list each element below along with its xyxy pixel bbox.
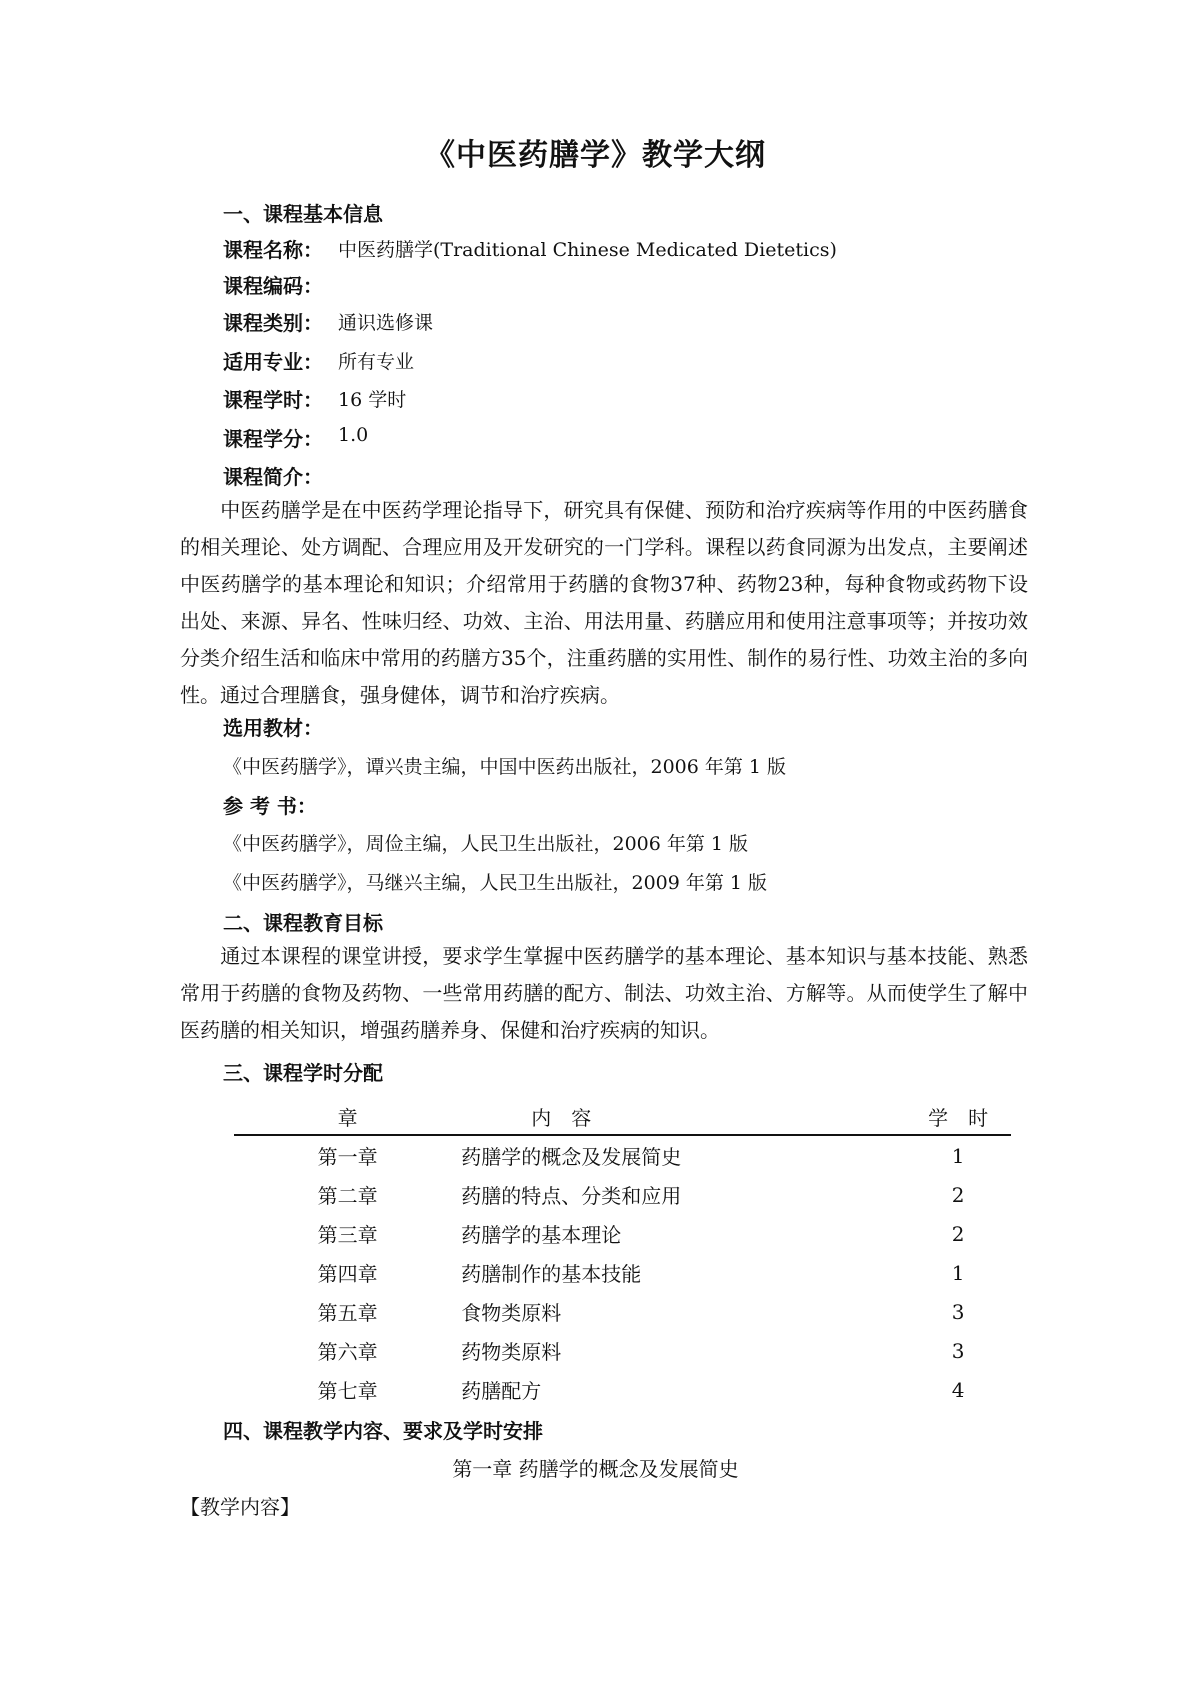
teaching-content-label: 【教学内容】: [180, 1495, 300, 1519]
course-type-label: 课程类别：: [223, 311, 323, 335]
section2-text: 通过本课程的课堂讲授，要求学生掌握中医药膳学的基本理论、基本知识与基本技能、熟悉常用于药膳的食物及药物、一些常用药膳的配方、制法、功效主治、方解等。从而使学生了解中医药膳的相关知识，增强药膳养身、保健和治疗疾病的知识。: [180, 944, 1028, 1042]
header-chapter: 章: [337, 1105, 358, 1130]
course-intro-label: 课程简介：: [223, 465, 323, 489]
row-hours: 2: [951, 1182, 965, 1207]
textbook-entry: 《中医药膳学》，谭兴贵主编，中国中医药出版社，2006 年第 1 版: [223, 756, 787, 778]
reference-label: 参 考 书：: [223, 794, 317, 818]
row-chapter: 第六章: [317, 1340, 378, 1364]
row-content: 药膳学的概念及发展简史: [461, 1145, 682, 1169]
row-hours: 2: [951, 1221, 965, 1246]
course-intro-paragraph: [180, 492, 1028, 714]
table-row: [234, 1214, 1011, 1253]
row-hours: 1: [951, 1143, 965, 1168]
row-content: 药膳制作的基本技能: [461, 1262, 642, 1286]
reference-entry-1: 《中医药膳学》，周俭主编，人民卫生出版社，2006 年第 1 版: [223, 833, 749, 855]
section1-heading: 一、课程基本信息: [223, 202, 383, 226]
course-name-value: 中医药膳学(Traditional Chinese Medicated Dietetics): [338, 239, 837, 261]
course-hours-label: 课程学时：: [223, 388, 323, 412]
row-chapter: 第三章: [317, 1223, 378, 1247]
table-row: [234, 1253, 1011, 1292]
reference-entry-2: 《中医药膳学》，马继兴主编，人民卫生出版社，2009 年第 1 版: [223, 872, 768, 894]
section2-paragraph: [180, 938, 1028, 1049]
row-content: 药膳配方: [461, 1379, 542, 1403]
course-type-value: 通识选修课: [338, 312, 434, 334]
table-row: [234, 1331, 1011, 1370]
section4-heading: 四、课程教学内容、要求及学时安排: [223, 1419, 543, 1443]
table-row: [234, 1135, 1011, 1175]
row-content: 药膳学的基本理论: [461, 1223, 622, 1247]
applicable-major-label: 适用专业：: [223, 350, 323, 374]
applicable-major-value: 所有专业: [338, 351, 415, 373]
row-content: 药物类原料: [461, 1340, 562, 1364]
course-code-label: 课程编码：: [223, 274, 323, 298]
row-chapter: 第五章: [317, 1301, 378, 1325]
header-content: 内 容: [531, 1105, 592, 1130]
course-credits-value: 1.0: [338, 424, 369, 446]
row-hours: 4: [951, 1377, 965, 1402]
table-row: [234, 1175, 1011, 1214]
chapter-title: 第一章 药膳学的概念及发展简史: [452, 1457, 739, 1481]
hours-table: [234, 1098, 1011, 1409]
row-hours: 3: [951, 1338, 965, 1363]
row-hours: 3: [951, 1299, 965, 1324]
course-intro-text: 中医药膳学是在中医药学理论指导下，研究具有保健、预防和治疗疾病等作用的中医药膳食的相关理论、处方调配、合理应用及开发研究的一门学科。课程以药食同源为出发点，主要阐述中医药膳学的基本理论和知识；介绍常用于药膳的食物37种、药物23种，每种食物或药物下设出处、来源、异名、性味归经、功效、主治、用法用量、药膳应用和使用注意事项等；并按功效分类介绍生活和临床中常用的药膳方35个，注重药膳的实用性、制作的易行性、功效主治的多向性。通过合理膳食，强身健体，调节和治疗疾病。: [180, 498, 1028, 707]
row-content: 食物类原料: [461, 1301, 562, 1325]
table-row: [234, 1370, 1011, 1409]
header-hours: 学 时: [928, 1105, 989, 1130]
row-chapter: 第二章: [317, 1184, 378, 1208]
course-name-label: 课程名称：: [223, 238, 323, 262]
course-credits-label: 课程学分：: [223, 427, 323, 451]
row-hours: 1: [951, 1260, 965, 1285]
row-chapter: 第一章: [317, 1145, 378, 1169]
section3-heading: 三、课程学时分配: [223, 1061, 383, 1085]
row-chapter: 第四章: [317, 1262, 378, 1286]
textbook-label: 选用教材：: [223, 716, 323, 740]
row-chapter: 第七章: [317, 1379, 378, 1403]
table-row: [234, 1292, 1011, 1331]
row-content: 药膳的特点、分类和应用: [461, 1184, 682, 1208]
document-title: 《中医药膳学》教学大纲: [425, 138, 766, 173]
course-hours-value: 16 学时: [338, 389, 407, 411]
section2-heading: 二、课程教育目标: [223, 911, 383, 935]
table-header-row: [234, 1098, 1011, 1135]
